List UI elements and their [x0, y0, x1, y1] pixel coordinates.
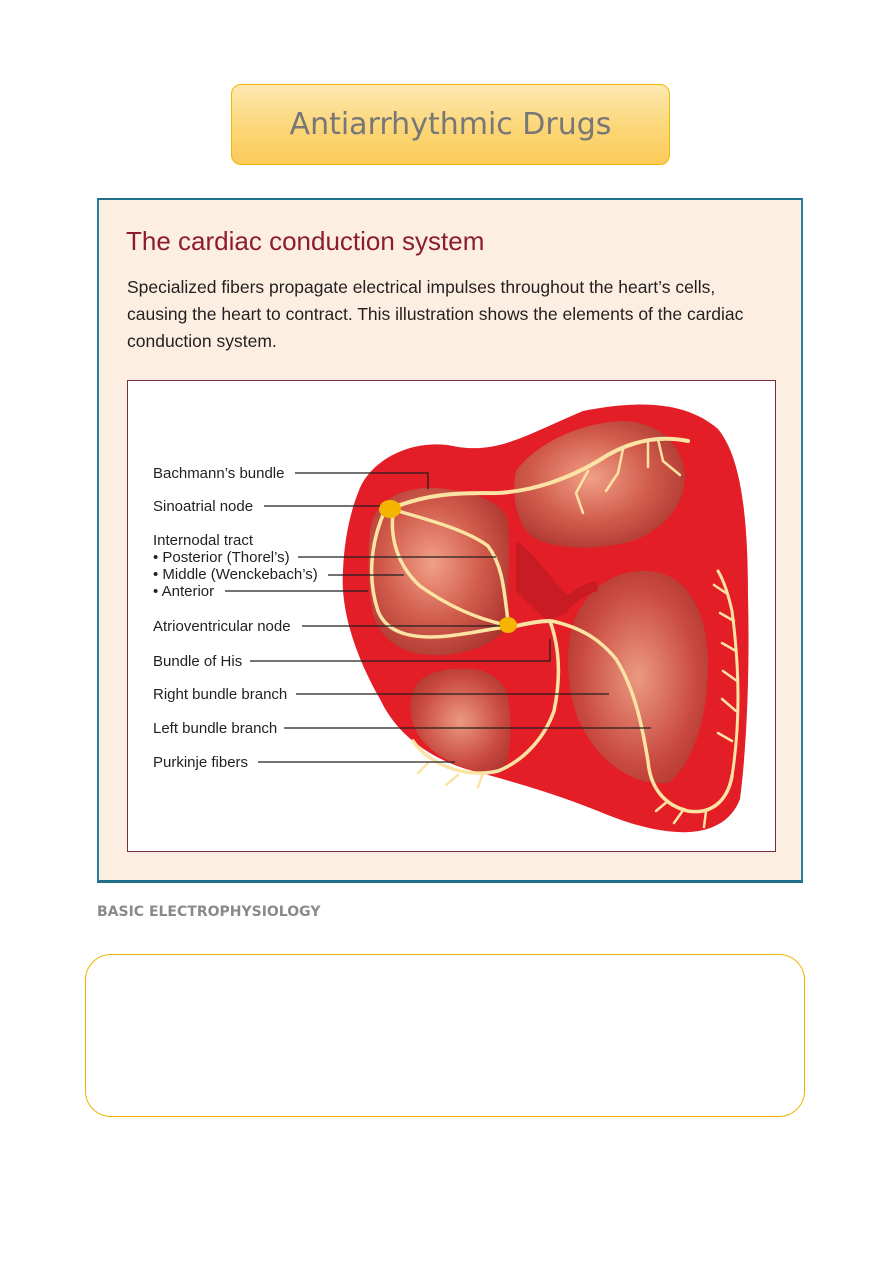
- atrioventricular-node: [499, 617, 517, 633]
- label-bundle-of-his: Bundle of His: [153, 653, 243, 670]
- panel-heading: The cardiac conduction system: [126, 226, 485, 256]
- sinoatrial-node: [379, 500, 401, 518]
- conduction-system-panel: [97, 198, 803, 883]
- label-sinoatrial-node: Sinoatrial node: [153, 498, 254, 515]
- label-anterior: • Anterior: [153, 583, 215, 600]
- label-bachmann-bundle: Bachmann’s bundle: [153, 465, 285, 482]
- right-ventricle-chamber: [410, 669, 510, 774]
- label-internodal-tract: Internodal tract: [153, 532, 254, 549]
- heart-diagram-svg: [128, 381, 774, 850]
- diagram-labels: [153, 465, 318, 771]
- panel-description: Specialized fibers propagate electrical impulses throughout the heart’s cells, causing the heart to contract. This illustration shows the elements of the cardiac conduction system.: [127, 277, 744, 351]
- empty-note-box: [85, 954, 805, 1117]
- heart-illustration: [127, 380, 776, 852]
- document-title: Antiarrhythmic Drugs: [289, 107, 612, 142]
- label-left-bundle-branch: Left bundle branch: [153, 720, 278, 737]
- label-right-bundle-branch: Right bundle branch: [153, 686, 288, 703]
- label-purkinje-fibers: Purkinje fibers: [153, 754, 249, 771]
- label-middle: • Middle (Wenckebach’s): [153, 566, 318, 583]
- label-atrioventricular-node: Atrioventricular node: [153, 618, 291, 635]
- section-label: BASIC ELECTROPHYSIOLOGY: [97, 904, 321, 920]
- label-posterior: • Posterior (Thorel’s): [153, 549, 290, 566]
- document-title-box: [231, 84, 670, 165]
